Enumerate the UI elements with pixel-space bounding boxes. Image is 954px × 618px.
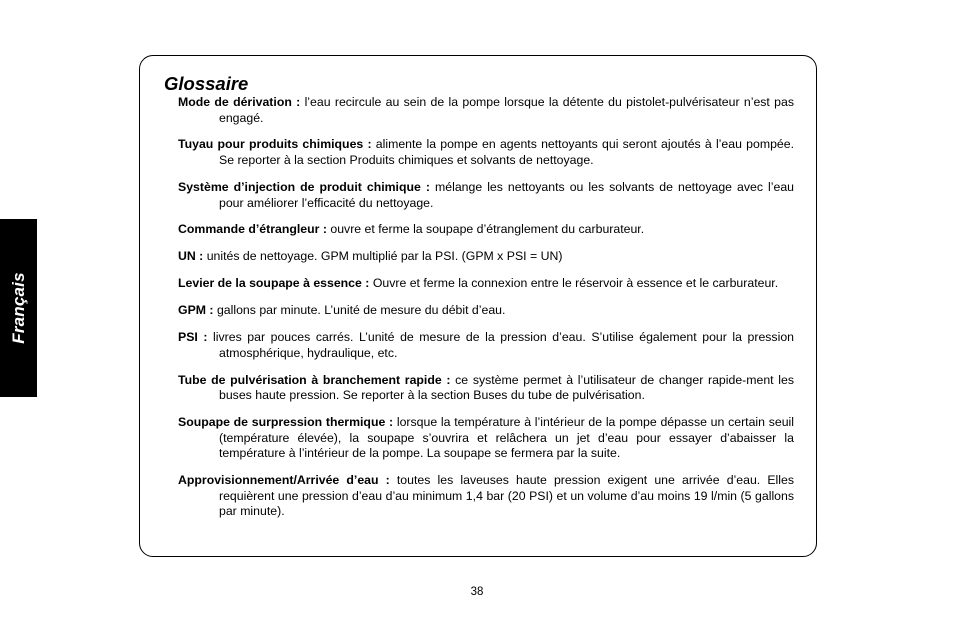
glossary-entry bbox=[178, 249, 794, 265]
glossary-entry bbox=[178, 222, 794, 238]
glossary-definition: livres par pouces carrés. L’unité de mesure de la pression d’eau. S’utilise également pour la pression atmosphérique, hydraulique, etc. bbox=[213, 330, 794, 360]
glossary-definition: Ouvre et ferme la connexion entre le réservoir à essence et le carburateur. bbox=[372, 276, 779, 291]
glossary-definition: toutes les laveuses haute pression exigent une arrivée d’eau. Elles requièrent une pression d’eau d’au minimum 1,4 bar (20 PSI) et un volume d’au moins 19 l/min (5 gallons par minute). bbox=[219, 473, 795, 519]
glossary-term: Soupape de surpression thermique : bbox=[178, 414, 394, 429]
glossary-entry bbox=[178, 95, 794, 126]
glossary-entry bbox=[178, 415, 794, 462]
glossary-entry bbox=[178, 330, 794, 361]
glossary-entry bbox=[178, 303, 794, 319]
glossary-entry bbox=[178, 137, 794, 168]
glossary-definition: mélange les nettoyants ou les solvants de nettoyage avec l’eau pour améliorer l’efficacité du nettoyage. bbox=[219, 179, 795, 210]
glossary-definition: alimente la pompe en agents nettoyants qui seront ajoutés à l’eau pompée. Se reporter à la section Produits chimiques et solvants de nettoyage. bbox=[219, 137, 794, 168]
language-tab-label: Français bbox=[8, 272, 28, 344]
glossary-definition: unités de nettoyage. GPM multiplié par la PSI. (GPM x PSI = UN) bbox=[206, 249, 563, 264]
glossary-term: Mode de dérivation : bbox=[178, 95, 301, 109]
glossary-term: Système d’injection de produit chimique : bbox=[178, 179, 430, 194]
glossary-definition: l’eau recircule au sein de la pompe lorsque la détente du pistolet-pulvérisateur n’est pas engagé. bbox=[219, 95, 794, 125]
glossary-term: PSI : bbox=[178, 330, 208, 345]
glossary-term: GPM : bbox=[178, 303, 214, 318]
glossary-entries bbox=[178, 95, 794, 531]
glossary-term: Tube de pulvérisation à branchement rapide : bbox=[178, 372, 451, 387]
glossary-term: Levier de la soupape à essence : bbox=[178, 276, 370, 291]
glossary-term: Tuyau pour produits chimiques : bbox=[178, 137, 372, 152]
glossary-definition: ce système permet à l’utilisateur de changer rapide-ment les buses haute pression. Se reporter à la section Buses du tube de pulvérisation. bbox=[219, 372, 794, 403]
glossary-entry bbox=[178, 473, 794, 520]
glossary-term: UN : bbox=[178, 249, 204, 264]
glossary-definition: gallons par minute. L’unité de mesure du débit d’eau. bbox=[216, 303, 506, 318]
glossary-entry bbox=[178, 180, 794, 211]
glossary-definition: lorsque la température à l’intérieur de la pompe dépasse un certain seuil (température élevée), la soupape s’ouvrira et relâchera un jet d’eau pour essayer d’abaisser la température à l’intérieur de la pompe. La soupape se fermera par la suite. bbox=[219, 414, 795, 461]
language-side-tab bbox=[0, 219, 37, 397]
glossary-term: Commande d’étrangleur : bbox=[178, 222, 327, 237]
page-number: 38 bbox=[470, 586, 484, 598]
glossary-title: Glossaire bbox=[164, 73, 249, 94]
glossary-entry bbox=[178, 373, 794, 404]
glossary-entry bbox=[178, 276, 794, 292]
glossary-term: Approvisionnement/Arrivée d’eau : bbox=[178, 473, 390, 488]
glossary-definition: ouvre et ferme la soupape d’étranglement du carburateur. bbox=[330, 222, 645, 237]
